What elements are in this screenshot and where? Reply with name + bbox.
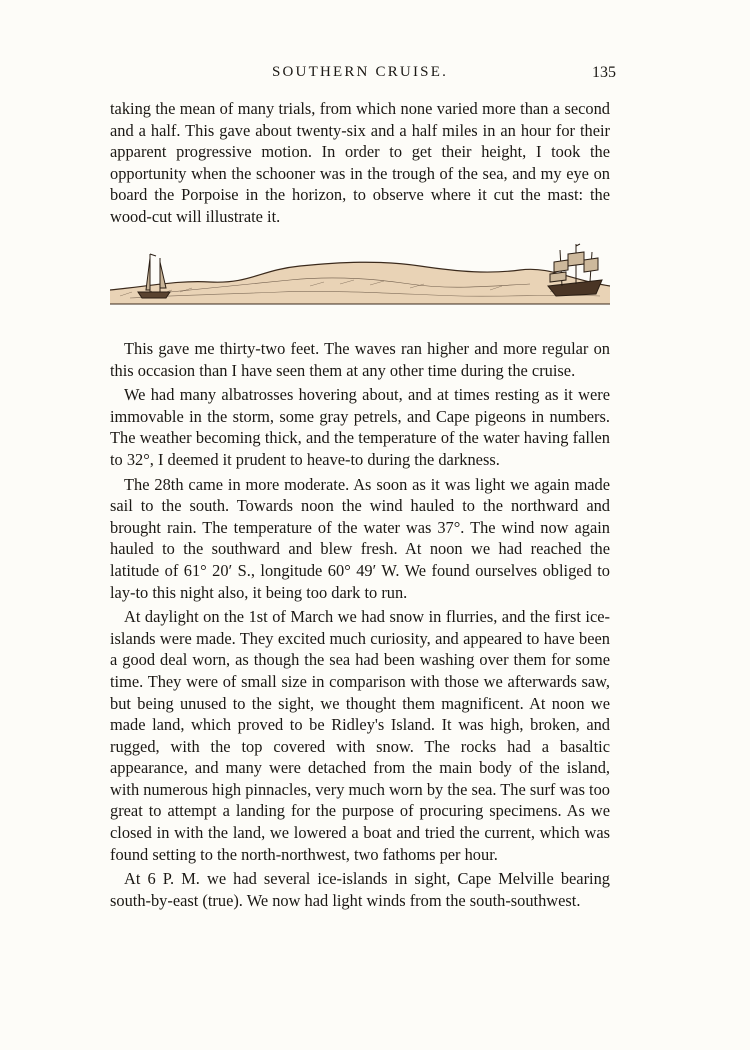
paragraph: At 6 P. M. we had several ice-islands in sight, Cape Melville bearing south-by-east (true). We now had light winds from the south-southwest. [110, 869, 610, 910]
paragraph: taking the mean of many trials, from which none varied more than a second and a half. This gave about twenty-six and a half miles in an hour for their apparent progressive motion. In order to get their height, I took the opportunity when the schooner was in the trough of the sea, and my eye on board the Porpoise in the horizon, to observe where it cut the mast: the wood-cut will illustrate it. [110, 99, 610, 226]
paragraph: At daylight on the 1st of March we had snow in flurries, and the first ice-islands were made. They excited much curiosity, and appeared to have been a good deal worn, as though the sea had been washing over them for some time. They were of small size in comparison with those we afterwards saw, but being unused to the sight, we thought them magnificent. At noon we made land, which proved to be Ridley's Island. It was high, broken, and rugged, with the top covered with snow. The rocks had a basaltic appearance, and many were detached from the main body of the island, with numerous high pinnacles, very much worn by the sea. The surf was too great to attempt a landing for the purpose of procuring specimens. As we closed in with the land, we lowered a boat and tried the current, which was found setting to the north-northwest, two fathoms per hour. [110, 607, 610, 864]
paragraph: We had many albatrosses hovering about, and at times resting as it were immovable in the storm, some gray petrels, and Cape pigeons in numbers. The weather becoming thick, and the temperature of the water having fallen to 32°, I deemed it prudent to heave-to during the darkness. [110, 385, 610, 469]
page-number: 135 [592, 64, 616, 81]
running-title: SOUTHERN CRUISE. [271, 64, 449, 80]
paragraph: This gave me thirty-two feet. The waves ran higher and more regular on this occasion than I have seen them at any other time during the cruise. [110, 339, 610, 380]
text-before-figure [110, 98, 610, 231]
paragraph: The 28th came in more moderate. As soon as it was light we again made sail to the south. Towards noon the wind hauled to the northward and brought rain. The temperature of the water was 37°. The wind now again hauled to the southward and blew fresh. At noon we had reached the latitude of 61° 20′ S., longitude 60° 49′ W. We found ourselves obliged to lay-to this night also, it being too dark to run. [110, 474, 610, 602]
woodcut-waves-ships-illustration [110, 240, 610, 320]
woodcut-figure [110, 240, 610, 320]
text-after-figure [110, 338, 610, 914]
ship-icon [548, 244, 602, 296]
wave-fill [110, 262, 610, 304]
running-head [110, 64, 616, 86]
